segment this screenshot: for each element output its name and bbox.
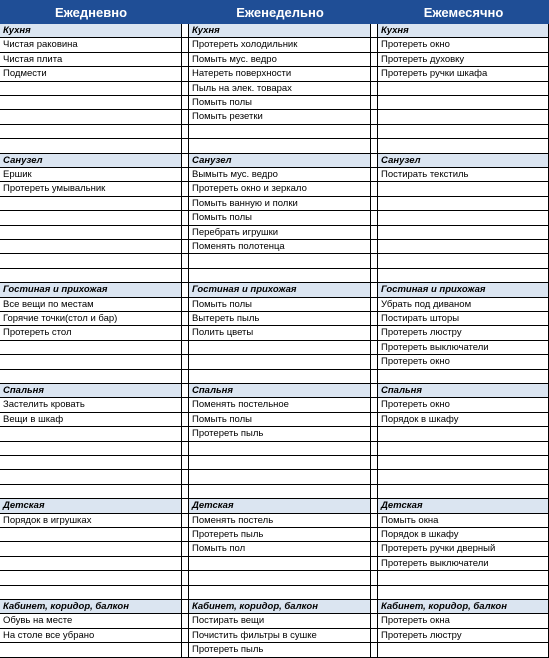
task-cell[interactable] (189, 571, 371, 585)
section-title[interactable]: Санузел (378, 154, 549, 168)
task-cell[interactable] (0, 470, 182, 484)
task-cell[interactable]: Пыль на элек. товарах (189, 82, 371, 96)
task-cell[interactable]: Постирать шторы (378, 312, 549, 326)
task-cell[interactable]: Поменять постель (189, 514, 371, 528)
task-cell[interactable]: Вымыть мус. ведро (189, 168, 371, 182)
table-row (0, 211, 549, 225)
task-cell[interactable]: Все вещи по местам (0, 298, 182, 312)
task-cell[interactable]: Ершик (0, 168, 182, 182)
task-cell[interactable]: Застелить кровать (0, 398, 182, 412)
section-title[interactable]: Кабинет, коридор, балкон (189, 600, 371, 614)
task-cell[interactable]: Протереть выключатели (378, 341, 549, 355)
task-cell[interactable]: Протереть стол (0, 326, 182, 340)
task-cell[interactable]: Порядок в шкафу (378, 413, 549, 427)
task-cell[interactable] (378, 125, 549, 139)
task-cell[interactable]: Помыть окна (378, 514, 549, 528)
table-row (0, 197, 549, 211)
section-title-row (0, 384, 549, 398)
task-cell[interactable]: Протереть пыль (189, 643, 371, 657)
task-cell[interactable] (378, 82, 549, 96)
task-cell[interactable]: Протереть пыль (189, 427, 371, 441)
task-cell[interactable] (378, 197, 549, 211)
task-cell[interactable]: Помыть полы (189, 413, 371, 427)
task-cell[interactable]: Протереть люстру (378, 629, 549, 643)
task-cell[interactable] (0, 427, 182, 441)
table-row (0, 398, 549, 412)
table-row (0, 38, 549, 52)
task-cell[interactable] (189, 370, 371, 384)
task-cell[interactable] (189, 586, 371, 600)
task-cell[interactable] (0, 211, 182, 225)
task-cell[interactable]: Поменять полотенца (189, 240, 371, 254)
table-row (0, 514, 549, 528)
task-cell[interactable] (189, 470, 371, 484)
task-cell[interactable] (378, 211, 549, 225)
task-cell[interactable] (189, 341, 371, 355)
task-cell[interactable] (0, 110, 182, 124)
section-title[interactable]: Детская (189, 499, 371, 513)
table-row (0, 470, 549, 484)
task-cell[interactable] (0, 226, 182, 240)
table-row (0, 226, 549, 240)
section-title[interactable]: Гостиная и прихожая (0, 283, 182, 297)
header-weekly: Еженедельно (236, 4, 324, 20)
section-title[interactable]: Спальня (378, 384, 549, 398)
table-row (0, 629, 549, 643)
task-cell[interactable]: Поменять постельное (189, 398, 371, 412)
task-cell[interactable]: Порядок в игрушках (0, 514, 182, 528)
task-cell[interactable] (378, 254, 549, 268)
task-cell[interactable] (189, 442, 371, 456)
task-cell[interactable] (189, 269, 371, 283)
task-cell[interactable] (0, 643, 182, 657)
task-cell[interactable] (0, 82, 182, 96)
section-title[interactable]: Кабинет, коридор, балкон (378, 600, 549, 614)
task-cell[interactable] (378, 643, 549, 657)
section-title[interactable]: Гостиная и прихожая (189, 283, 371, 297)
task-cell[interactable]: Протереть окна (378, 614, 549, 628)
table-row (0, 269, 549, 283)
task-cell[interactable] (0, 557, 182, 571)
task-cell[interactable]: Протереть окно (378, 398, 549, 412)
table-row (0, 96, 549, 110)
task-cell[interactable]: Протереть духовку (378, 53, 549, 67)
task-cell[interactable] (378, 96, 549, 110)
task-cell[interactable] (378, 442, 549, 456)
task-cell[interactable]: На столе все убрано (0, 629, 182, 643)
task-cell[interactable]: Помыть пол (189, 542, 371, 556)
task-cell[interactable] (0, 254, 182, 268)
table-row (0, 528, 549, 542)
task-cell[interactable] (0, 96, 182, 110)
task-cell[interactable]: Протереть люстру (378, 326, 549, 340)
section-title[interactable]: Спальня (189, 384, 371, 398)
task-cell[interactable]: Натереть поверхности (189, 67, 371, 81)
task-cell[interactable] (378, 571, 549, 585)
task-cell[interactable]: Помыть полы (189, 211, 371, 225)
task-cell[interactable]: Порядок в шкафу (378, 528, 549, 542)
task-cell[interactable]: Горячие точки(стол и бар) (0, 312, 182, 326)
task-cell[interactable] (378, 427, 549, 441)
task-cell[interactable] (378, 586, 549, 600)
task-cell[interactable] (189, 557, 371, 571)
header-row (0, 0, 549, 24)
section-title-row (0, 24, 549, 38)
task-cell[interactable]: Полить цветы (189, 326, 371, 340)
task-cell[interactable] (0, 571, 182, 585)
task-cell[interactable] (189, 355, 371, 369)
task-cell[interactable] (189, 485, 371, 499)
task-cell[interactable] (0, 139, 182, 153)
section-title[interactable]: Кухня (0, 24, 182, 38)
task-cell[interactable]: Перебрать игрушки (189, 226, 371, 240)
table-row (0, 557, 549, 571)
task-cell[interactable]: Вещи в шкаф (0, 413, 182, 427)
task-cell[interactable] (0, 528, 182, 542)
task-cell[interactable] (378, 226, 549, 240)
task-cell[interactable] (189, 456, 371, 470)
section-title[interactable]: Детская (0, 499, 182, 513)
task-cell[interactable]: Протереть окно и зеркало (189, 182, 371, 196)
section-title[interactable]: Кухня (189, 24, 371, 38)
task-cell[interactable] (0, 197, 182, 211)
table-row (0, 82, 549, 96)
table-row (0, 413, 549, 427)
task-cell[interactable]: Помыть полы (189, 96, 371, 110)
task-cell[interactable] (0, 456, 182, 470)
section-title-row (0, 154, 549, 168)
task-cell[interactable]: Постирать вещи (189, 614, 371, 628)
task-cell[interactable]: Протереть окно (378, 38, 549, 52)
table-row (0, 442, 549, 456)
task-cell[interactable]: Почистить фильтры в сушке (189, 629, 371, 643)
section-title[interactable]: Кабинет, коридор, балкон (0, 600, 182, 614)
task-cell[interactable]: Помыть мус. ведро (189, 53, 371, 67)
table-row (0, 485, 549, 499)
table-row (0, 182, 549, 196)
task-cell[interactable]: Чистая раковина (0, 38, 182, 52)
task-cell[interactable] (378, 139, 549, 153)
task-cell[interactable] (189, 125, 371, 139)
table-row (0, 586, 549, 600)
table-row (0, 427, 549, 441)
header-monthly: Ежемесячно (423, 4, 504, 20)
table-row (0, 571, 549, 585)
task-cell[interactable]: Протереть холодильник (189, 38, 371, 52)
section-title[interactable]: Санузел (0, 154, 182, 168)
task-cell[interactable]: Постирать текстиль (378, 168, 549, 182)
task-cell[interactable]: Помыть резетки (189, 110, 371, 124)
section-title[interactable]: Спальня (0, 384, 182, 398)
task-cell[interactable] (0, 370, 182, 384)
table-row (0, 110, 549, 124)
table-row (0, 312, 549, 326)
task-cell[interactable]: Подмести (0, 67, 182, 81)
task-cell[interactable] (0, 269, 182, 283)
section-title-row (0, 283, 549, 297)
table-row (0, 240, 549, 254)
section-title-row (0, 499, 549, 513)
task-cell[interactable] (378, 110, 549, 124)
task-cell[interactable]: Протереть умывальник (0, 182, 182, 196)
task-cell[interactable]: Протереть ручки дверный (378, 542, 549, 556)
header-daily: Ежедневно (54, 4, 128, 20)
task-cell[interactable] (378, 485, 549, 499)
task-cell[interactable]: Протереть окно (378, 355, 549, 369)
section-title-row (0, 600, 549, 614)
task-cell[interactable] (0, 542, 182, 556)
table-row (0, 370, 549, 384)
task-cell[interactable] (378, 456, 549, 470)
table-row (0, 67, 549, 81)
table-row (0, 326, 549, 340)
task-cell[interactable]: Чистая плита (0, 53, 182, 67)
task-cell[interactable] (0, 125, 182, 139)
table-row (0, 341, 549, 355)
table-row (0, 53, 549, 67)
task-cell[interactable] (189, 139, 371, 153)
table-row (0, 355, 549, 369)
table-row (0, 542, 549, 556)
task-cell[interactable]: Убрать под диваном (378, 298, 549, 312)
task-cell[interactable] (0, 586, 182, 600)
task-cell[interactable] (189, 254, 371, 268)
section-title[interactable]: Гостиная и прихожая (378, 283, 549, 297)
table-row (0, 643, 549, 657)
task-cell[interactable] (378, 269, 549, 283)
table-row (0, 298, 549, 312)
task-cell[interactable] (0, 442, 182, 456)
table-row (0, 125, 549, 139)
table-row (0, 254, 549, 268)
task-cell[interactable]: Вытереть пыль (189, 312, 371, 326)
task-cell[interactable]: Протереть выключатели (378, 557, 549, 571)
table-row (0, 168, 549, 182)
task-cell[interactable]: Протереть пыль (189, 528, 371, 542)
task-cell[interactable]: Помыть полы (189, 298, 371, 312)
task-cell[interactable] (0, 485, 182, 499)
task-cell[interactable]: Обувь на месте (0, 614, 182, 628)
task-cell[interactable] (0, 240, 182, 254)
task-cell[interactable] (0, 355, 182, 369)
task-cell[interactable] (378, 182, 549, 196)
task-cell[interactable] (0, 341, 182, 355)
task-cell[interactable]: Протереть ручки шкафа (378, 67, 549, 81)
section-title[interactable]: Детская (378, 499, 549, 513)
table-row (0, 614, 549, 628)
task-cell[interactable] (378, 470, 549, 484)
section-title[interactable]: Кухня (378, 24, 549, 38)
task-cell[interactable]: Помыть ванную и полки (189, 197, 371, 211)
table-row (0, 456, 549, 470)
table-row (0, 139, 549, 153)
section-title[interactable]: Санузел (189, 154, 371, 168)
task-cell[interactable] (378, 370, 549, 384)
task-cell[interactable] (378, 240, 549, 254)
